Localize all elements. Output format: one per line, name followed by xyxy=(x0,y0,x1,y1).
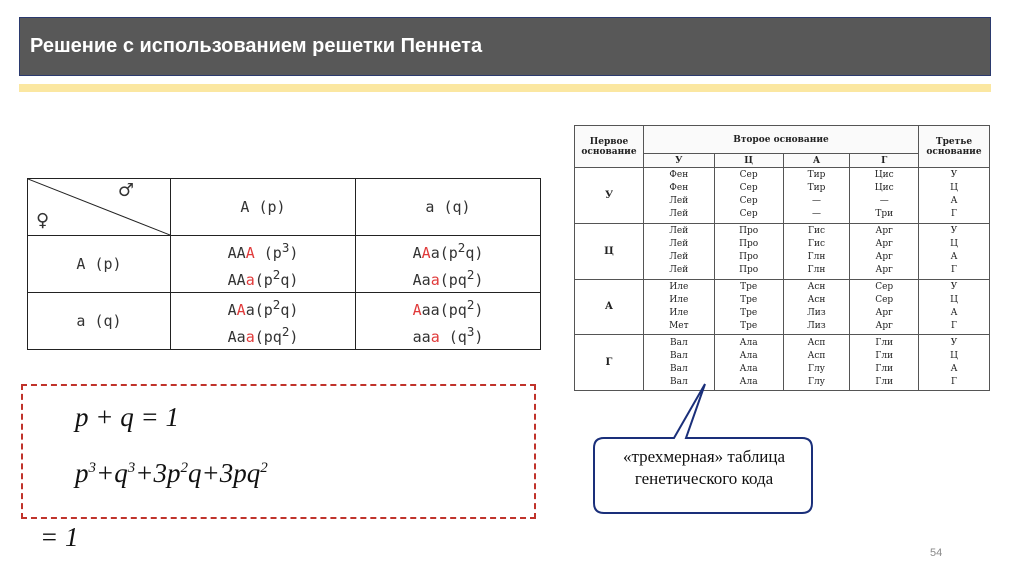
third-base-label: Г xyxy=(951,376,957,387)
amino-acid: Гли xyxy=(875,363,894,374)
amino-acid: — xyxy=(879,196,889,207)
slide-number: 54 xyxy=(930,547,943,559)
amino-acid-cell xyxy=(783,168,850,224)
amino-acid: Про xyxy=(739,265,759,276)
genotype-line: $Aaa(pq^2)$ xyxy=(412,297,484,319)
amino-acid: Сер xyxy=(875,281,894,292)
amino-acid: Асн xyxy=(807,281,826,292)
genotype-line: $AAa(p^2q)$ xyxy=(227,297,299,319)
female-symbol-icon: ♀ xyxy=(36,210,50,231)
amino-acid: Тре xyxy=(740,307,758,318)
third-base-label: Г xyxy=(951,320,957,331)
amino-acid: Гли xyxy=(875,350,894,361)
third-base-cell xyxy=(919,223,990,279)
amino-acid: Глн xyxy=(807,252,826,263)
amino-acid: Арг xyxy=(875,320,893,331)
amino-acid: Мет xyxy=(669,320,689,331)
amino-acid: Про xyxy=(739,226,759,237)
second-base-label: У xyxy=(644,154,715,168)
formula-equals-one: = 1 xyxy=(40,522,79,552)
slide-title: Решение с использованием решетки Пеннета xyxy=(30,35,483,57)
first-base-label: А xyxy=(575,279,644,335)
title-bar xyxy=(19,17,991,76)
diagonal-line xyxy=(28,179,170,235)
amino-acid: Гис xyxy=(807,239,825,250)
code-group-row xyxy=(575,223,990,279)
amino-acid: Арг xyxy=(875,239,893,250)
male-symbol-icon: ♂ xyxy=(117,180,134,201)
amino-acid: Асп xyxy=(807,337,826,348)
punnett-col-header: A (p) xyxy=(171,179,356,236)
amino-acid: Тир xyxy=(807,170,826,181)
amino-acid: Ала xyxy=(739,337,758,348)
callout-text xyxy=(596,446,812,490)
amino-acid-cell xyxy=(783,279,850,335)
amino-acid-cell xyxy=(714,223,783,279)
genotype-line: $Aaa(pq^2)$ xyxy=(412,267,484,289)
amino-acid: Сер xyxy=(875,294,894,305)
second-base-label: Г xyxy=(850,154,919,168)
genetic-code-table xyxy=(574,125,990,391)
third-base-label: А xyxy=(950,307,958,318)
punnett-cell xyxy=(356,236,541,293)
amino-acid-cell xyxy=(850,168,919,224)
amino-acid: Цис xyxy=(874,170,894,181)
amino-acid: — xyxy=(811,196,821,207)
amino-acid: Иле xyxy=(669,307,689,318)
punnett-row-header: A (p) xyxy=(28,236,171,293)
amino-acid: Лей xyxy=(669,265,689,276)
first-base-label: Ц xyxy=(575,223,644,279)
amino-acid: Сер xyxy=(739,209,758,220)
amino-acid: Лей xyxy=(669,196,689,207)
amino-acid: Сер xyxy=(739,196,758,207)
third-base-cell xyxy=(919,335,990,391)
first-base-label: Г xyxy=(575,335,644,391)
header-second-base: Второе основание xyxy=(644,126,919,154)
amino-acid: Гис xyxy=(807,226,825,237)
amino-acid: Ала xyxy=(739,376,758,387)
title-underline xyxy=(19,84,991,92)
callout-line: генетического кода xyxy=(634,469,774,488)
amino-acid: Асн xyxy=(807,294,826,305)
amino-acid: Глу xyxy=(808,363,825,374)
header-first-base: Первое основание xyxy=(575,126,644,168)
amino-acid-cell xyxy=(714,168,783,224)
amino-acid: Лей xyxy=(669,209,689,220)
amino-acid: Тре xyxy=(740,281,758,292)
formula-expansion: $p^3+q^3+3p^2q+3pq^2$ xyxy=(75,458,268,488)
genotype-line: $Aaa(pq^2)$ xyxy=(227,324,299,346)
genetic-code-body xyxy=(575,168,990,391)
amino-acid: Лиз xyxy=(807,320,826,331)
third-base-label: У xyxy=(950,337,958,348)
punnett-square xyxy=(27,178,541,350)
amino-acid-cell xyxy=(850,223,919,279)
amino-acid: Вал xyxy=(669,350,688,361)
first-base-label: У xyxy=(575,168,644,224)
amino-acid: Иле xyxy=(669,294,689,305)
genotype-line: $AAa(p^2q)$ xyxy=(412,240,484,262)
third-base-label: А xyxy=(950,363,958,374)
amino-acid: Цис xyxy=(874,183,894,194)
amino-acid-cell xyxy=(714,279,783,335)
code-group-row xyxy=(575,279,990,335)
amino-acid: Асп xyxy=(807,350,826,361)
third-base-label: Г xyxy=(951,265,957,276)
second-base-label: Ц xyxy=(714,154,783,168)
third-base-label: Ц xyxy=(950,294,958,305)
header-third-base: Третье основание xyxy=(919,126,990,168)
amino-acid: Вал xyxy=(669,376,688,387)
amino-acid: Ала xyxy=(739,363,758,374)
amino-acid: Лей xyxy=(669,239,689,250)
third-base-label: Ц xyxy=(950,350,958,361)
amino-acid-cell xyxy=(783,223,850,279)
third-base-label: А xyxy=(950,196,958,207)
amino-acid: Лей xyxy=(669,252,689,263)
amino-acid: — xyxy=(811,209,821,220)
amino-acid: Про xyxy=(739,252,759,263)
amino-acid-cell xyxy=(850,335,919,391)
punnett-cell xyxy=(356,293,541,350)
amino-acid: Арг xyxy=(875,226,893,237)
third-base-cell xyxy=(919,168,990,224)
third-base-label: Ц xyxy=(950,183,958,194)
punnett-cell xyxy=(171,236,356,293)
amino-acid: Ала xyxy=(739,350,758,361)
amino-acid: Тир xyxy=(807,183,826,194)
code-group-row xyxy=(575,168,990,224)
amino-acid: Три xyxy=(875,209,894,220)
third-base-label: Г xyxy=(951,209,957,220)
amino-acid: Сер xyxy=(739,170,758,181)
genotype-line: AAA $(p^3)$ xyxy=(227,240,299,262)
amino-acid: Лей xyxy=(669,226,689,237)
amino-acid: Гли xyxy=(875,337,894,348)
amino-acid: Глу xyxy=(808,376,825,387)
amino-acid: Арг xyxy=(875,307,893,318)
amino-acid: Лиз xyxy=(807,307,826,318)
second-base-label: А xyxy=(783,154,850,168)
amino-acid: Арг xyxy=(875,252,893,263)
amino-acid-cell xyxy=(644,223,715,279)
amino-acid: Глн xyxy=(807,265,826,276)
third-base-label: У xyxy=(950,226,958,237)
third-base-label: А xyxy=(950,252,958,263)
third-base-cell xyxy=(919,279,990,335)
third-base-label: У xyxy=(950,281,958,292)
punnett-row-header: a (q) xyxy=(28,293,171,350)
amino-acid: Фен xyxy=(669,170,689,181)
genotype-line: $AAa(p^2q)$ xyxy=(227,267,299,289)
amino-acid: Тре xyxy=(740,294,758,305)
third-base-label: Ц xyxy=(950,239,958,250)
formula-sum: p + q = 1 xyxy=(75,402,179,432)
amino-acid: Вал xyxy=(669,363,688,374)
punnett-corner-cell xyxy=(28,179,171,236)
amino-acid-cell xyxy=(850,279,919,335)
amino-acid: Гли xyxy=(875,376,894,387)
genotype-line: aaa $(q^3)$ xyxy=(412,324,484,346)
third-base-label: У xyxy=(950,170,958,181)
amino-acid: Иле xyxy=(669,281,689,292)
amino-acid: Вал xyxy=(669,337,688,348)
amino-acid: Сер xyxy=(739,183,758,194)
amino-acid-cell xyxy=(644,279,715,335)
callout-line: «трехмерная» таблица xyxy=(622,447,786,466)
amino-acid-cell xyxy=(644,168,715,224)
amino-acid: Фен xyxy=(669,183,689,194)
amino-acid: Тре xyxy=(740,320,758,331)
punnett-cell xyxy=(171,293,356,350)
amino-acid: Арг xyxy=(875,265,893,276)
amino-acid: Про xyxy=(739,239,759,250)
punnett-col-header: a (q) xyxy=(356,179,541,236)
